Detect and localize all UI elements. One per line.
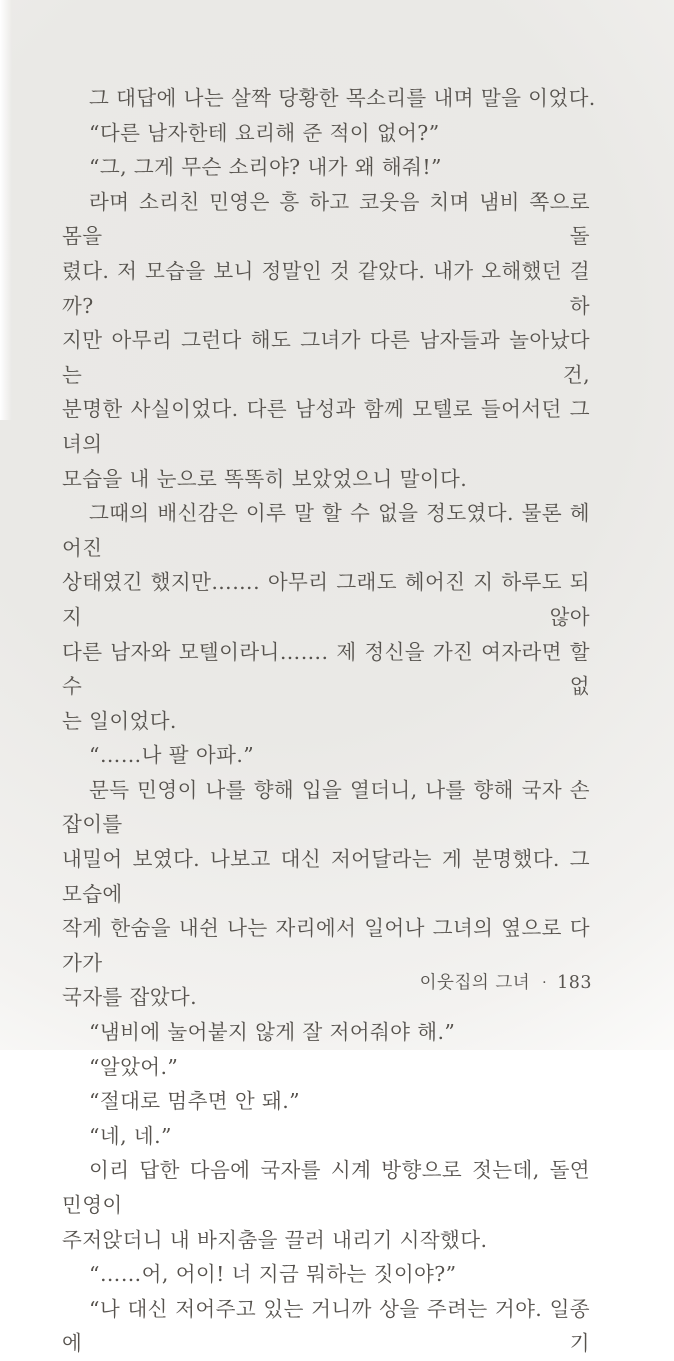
text-line: 그 대답에 나는 살짝 당황한 목소리를 내며 말을 이었다. — [89, 86, 596, 110]
text-line: “냄비에 눌어붙지 않게 잘 저어줘야 해.” — [89, 1020, 456, 1045]
text-line: “나 대신 저어주고 있는 거니까 상을 주려는 거야. 일종에 기 — [62, 1296, 590, 1356]
text-line: 지만 아무리 그런다 해도 그녀가 다른 남자들과 놀아났다는 건, — [62, 328, 590, 387]
text-line: 다른 남자와 모텔이라니……. 제 정신을 가진 여자라면 할 수 없 — [62, 639, 590, 699]
text-line: “네, 네.” — [89, 1123, 172, 1148]
text-line: 라며 소리친 민영은 흥 하고 코웃음 치며 냄비 쪽으로 몸을 돌 — [62, 189, 590, 249]
text-line: 주저앉더니 내 바지춤을 끌러 내리기 시작했다. — [62, 1227, 488, 1252]
text-line: 상태였긴 했지만……. 아무리 그래도 헤어진 지 하루도 되지 않아 — [62, 570, 590, 629]
text-line: 분명한 사실이었다. 다른 남성과 함께 모텔로 들어서던 그녀의 — [62, 397, 590, 456]
body-text — [62, 81, 596, 1361]
text-line: 문득 민영이 나를 향해 입을 열더니, 나를 향해 국자 손잡이를 — [62, 777, 590, 837]
text-line: 이리 답한 다음에 국자를 시계 방향으로 젓는데, 돌연 민영이 — [62, 1158, 590, 1217]
text-line: “……어, 어이! 너 지금 뭐하는 짓이야?” — [89, 1262, 457, 1287]
footer-separator-dot: · — [542, 975, 548, 991]
footer-book-title: 이웃집의 그녀 — [419, 973, 531, 993]
page-footer — [420, 969, 592, 994]
text-line: 그때의 배신감은 이루 말 할 수 없을 정도였다. 물론 헤어진 — [62, 501, 590, 560]
text-line: “절대로 멈추면 안 돼.” — [89, 1089, 301, 1114]
text-line: 국자를 잡았다. — [62, 985, 198, 1010]
text-line: “……나 팔 아파.” — [89, 743, 255, 768]
text-line: “알았어.” — [89, 1054, 179, 1079]
text-line: 내밀어 보였다. 나보고 대신 저어달라는 게 분명했다. 그 모습에 — [62, 847, 590, 906]
footer-page-number: 183 — [557, 973, 592, 993]
text-line: 렸다. 저 모습을 보니 정말인 것 같았다. 내가 오해했던 걸까? 하 — [62, 258, 590, 318]
text-line: “그, 그게 무슨 소리야? 내가 왜 해줘!” — [89, 155, 442, 180]
text-line: 모습을 내 눈으로 똑똑히 보았었으니 말이다. — [62, 466, 468, 491]
text-line: 는 일이었다. — [62, 708, 177, 733]
text-line: “다른 남자한테 요리해 준 적이 없어?” — [89, 120, 440, 145]
text-line: 작게 한숨을 내쉰 나는 자리에서 일어나 그녀의 옆으로 다가가 — [62, 916, 590, 975]
